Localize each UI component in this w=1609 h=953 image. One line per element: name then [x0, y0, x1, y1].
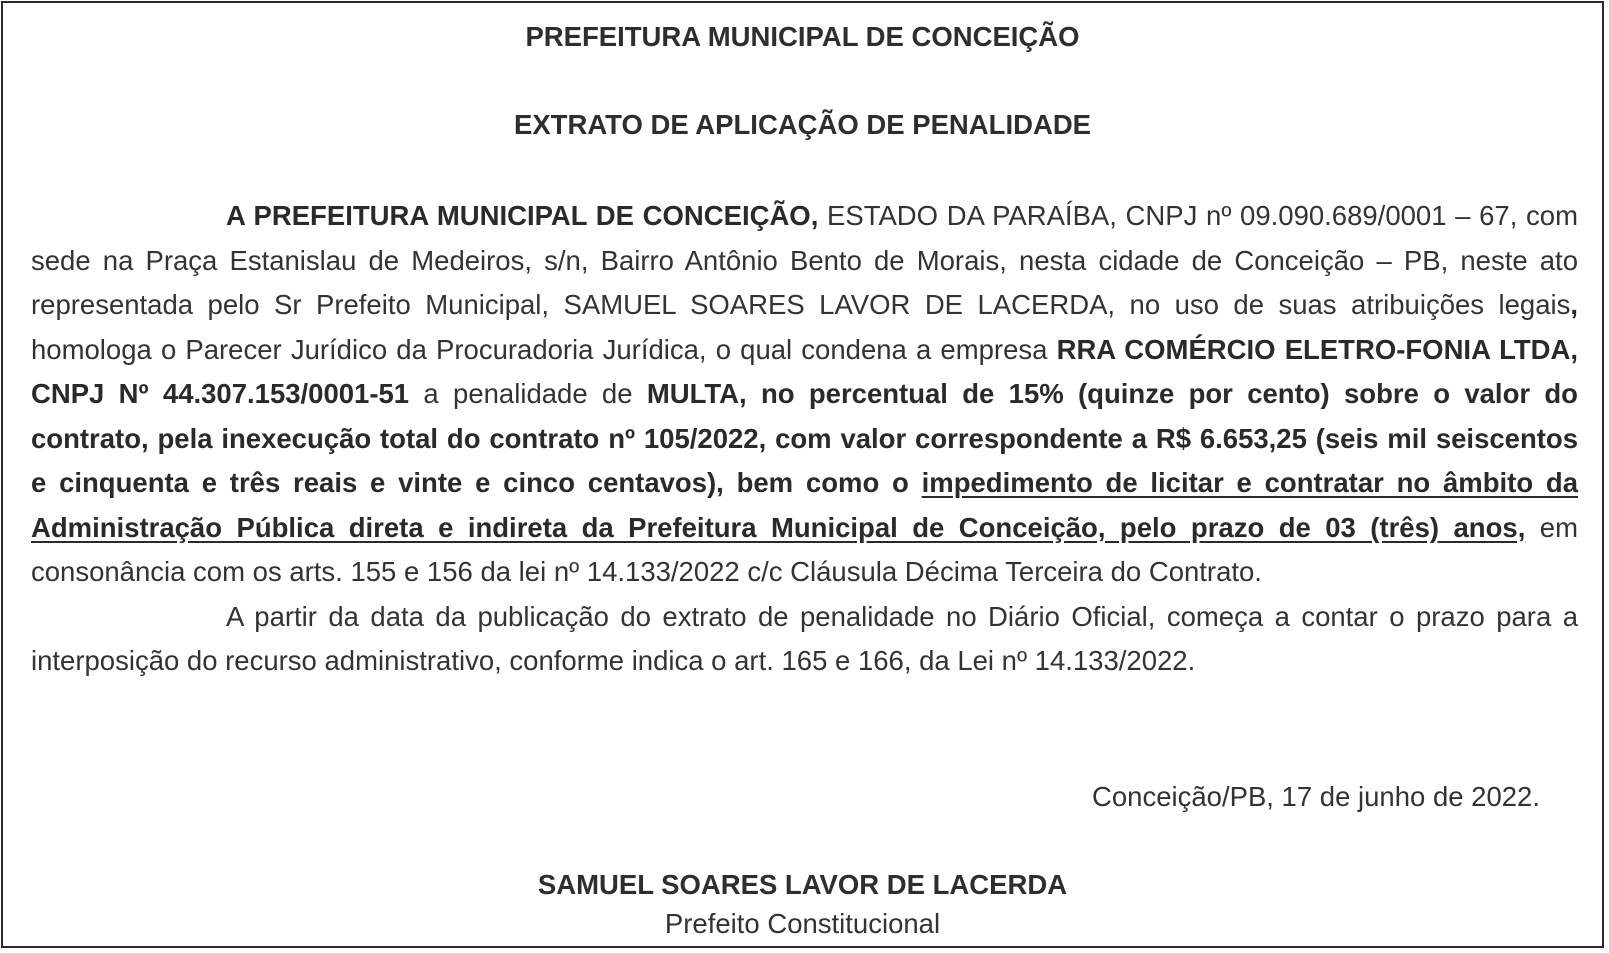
signatory-role: Prefeito Constitucional	[664, 908, 941, 939]
issuer-details: ESTADO DA PARAÍBA, CNPJ nº 09.090.689/0001 – 67, com sede na Praça Estanislau de Medeiros, s/n, Bairro Antônio Bento de Morais, nesta cidade de Conceição – PB, neste ato representada pelo Sr Prefeito Municipal, SAMUEL SOARES LAVOR DE LACERDA, no uso de suas atribuições legais	[31, 200, 1578, 320]
legal-basis: em consonância com os arts. 155 e 156 da lei nº 14.133/2022 c/c Cláusula Décima Terceira do Contrato.	[31, 511, 1578, 587]
paragraph-appeal: A partir da data da publicação do extrato de penalidade no Diário Oficial, começa a contar o prazo para a interposição do recurso administrativo, conforme indica o art. 165 e 166, da Lei nº 14.133/2022.	[31, 600, 1578, 676]
fine-details-bold: MULTA, no percentual de 15% (quinze por cento) sobre o valor do contrato, pela inexecução total do contrato nº 105/2022, com valor correspondente a R$ 6.653,25 (seis mil seiscentos e cinquenta e três reais e vinte e cinco centavos), bem como o	[31, 378, 1578, 498]
penalty-intro: a penalidade de	[409, 378, 647, 409]
place-date: Conceição/PB, 17 de junho de 2022.	[1092, 781, 1540, 812]
comma-bold: ,	[1570, 289, 1578, 320]
document-body	[31, 194, 1578, 684]
company-name-bold: RRA COMÉRCIO ELETRO-FONIA LTDA, CNPJ Nº 44.307.153/0001-51	[31, 333, 1578, 409]
document-title: EXTRATO DE APLICAÇÃO DE PENALIDADE	[513, 109, 1092, 140]
homologation-text: homologa o Parecer Jurídico da Procuradoria Jurídica, o qual condena a empresa	[31, 333, 1057, 365]
paragraph-penalty	[31, 194, 1578, 595]
issuer-name-bold: A PREFEITURA MUNICIPAL DE CONCEIÇÃO,	[226, 200, 819, 231]
impediment-underlined: impedimento de licitar e contratar no âmbito da Administração Pública direta e indireta da Prefeitura Municipal de Conceição, pelo prazo de 03 (três) anos,	[31, 467, 1579, 543]
issuer-title: PREFEITURA MUNICIPAL DE CONCEIÇÃO	[525, 21, 1080, 52]
signatory-name: SAMUEL SOARES LAVOR DE LACERDA	[537, 869, 1068, 900]
document-frame	[1, 1, 1604, 948]
